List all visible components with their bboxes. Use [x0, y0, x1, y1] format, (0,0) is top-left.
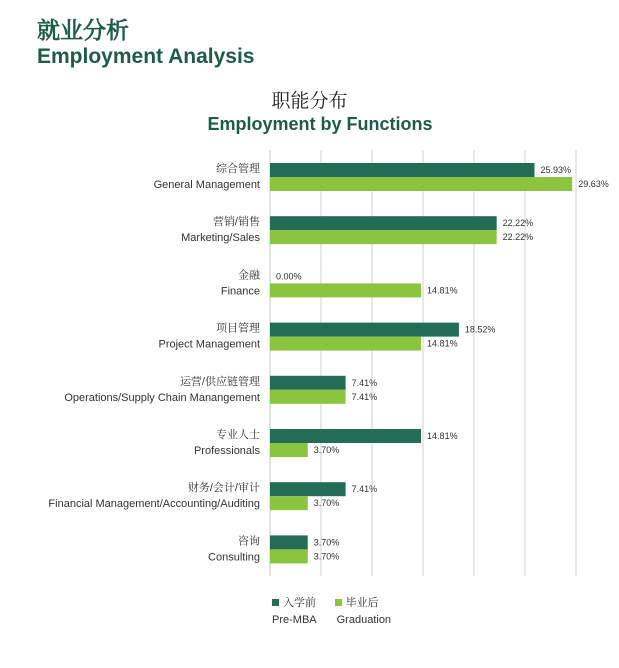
legend-label-graduation-zh: 毕业后 [345, 597, 379, 609]
chart-subtitle: Employment by Functions [207, 114, 433, 134]
data-label-pre-mba: 18.52% [464, 324, 496, 335]
category-label-zh: 运营/供应链管理 [179, 375, 260, 388]
data-label-pre-mba: 0.00% [276, 271, 302, 282]
category-label-zh: 金融 [238, 269, 260, 282]
bar-graduation [270, 230, 497, 244]
data-label-graduation: 7.41% [351, 391, 378, 402]
bar-pre-mba [270, 323, 459, 337]
legend-label-pre-mba-zh: 入学前 [283, 597, 316, 609]
data-label-graduation: 3.70% [313, 551, 340, 562]
legend-label-graduation-en: Graduation [336, 614, 392, 626]
legend-item-pre-mba [272, 594, 317, 626]
bar-pre-mba [270, 163, 534, 177]
category-label-en: Marketing/Sales [181, 232, 260, 245]
data-label-pre-mba: 25.93% [540, 165, 572, 175]
category-label-zh: 综合管理 [216, 163, 260, 175]
bar-pre-mba [270, 482, 346, 496]
legend-label-pre-mba-en: Pre-MBA [272, 614, 317, 626]
category-label-en: Professionals [193, 445, 260, 457]
header-title-en: Employment Analysis [37, 45, 255, 68]
header-title-zh: 就业分析 [37, 17, 129, 43]
category-label-en: General Management [153, 179, 260, 191]
bar-graduation [270, 496, 308, 510]
category-label-zh: 营销/销售 [212, 216, 260, 229]
bar-pre-mba [270, 535, 308, 549]
bar-graduation [270, 337, 421, 351]
data-label-graduation: 3.70% [313, 498, 340, 509]
chart-legend [272, 594, 409, 626]
chart-title: 职能分布 [271, 90, 348, 112]
bar-graduation [270, 443, 308, 457]
category-label-en: Finance [220, 285, 260, 298]
bar-graduation [270, 390, 346, 404]
data-label-pre-mba: 14.81% [427, 431, 458, 441]
data-label-pre-mba: 22.22% [502, 218, 534, 229]
legend-item-graduation [335, 594, 391, 626]
data-label-graduation: 14.81% [427, 285, 458, 296]
data-label-pre-mba: 7.41% [351, 484, 378, 495]
bar-graduation [270, 177, 572, 191]
data-label-graduation: 22.22% [502, 232, 534, 243]
category-label-zh: 财务/会计/审计 [187, 482, 260, 495]
data-label-pre-mba: 3.70% [313, 537, 340, 548]
category-label-zh: 专业人士 [216, 429, 260, 441]
category-label-en: Project Management [158, 338, 260, 351]
category-label-zh: 咨询 [238, 535, 260, 548]
bar-graduation [270, 283, 421, 297]
bar-pre-mba [270, 216, 497, 230]
category-label-en: Operations/Supply Chain Manangement [64, 391, 260, 404]
category-label-en: Financial Management/Accounting/Auditing [48, 498, 260, 511]
legend-swatch-graduation [335, 599, 342, 606]
bar-pre-mba [270, 429, 421, 443]
data-label-graduation: 3.70% [313, 445, 340, 455]
category-label-zh: 项目管理 [216, 322, 260, 335]
data-label-graduation: 29.63% [578, 179, 609, 189]
bar-pre-mba [270, 376, 346, 390]
data-label-graduation: 14.81% [427, 338, 458, 349]
category-label-en: Consulting [208, 551, 260, 564]
bar-graduation [270, 549, 308, 563]
legend-swatch-pre-mba [272, 599, 279, 606]
data-label-pre-mba: 7.41% [351, 377, 378, 388]
